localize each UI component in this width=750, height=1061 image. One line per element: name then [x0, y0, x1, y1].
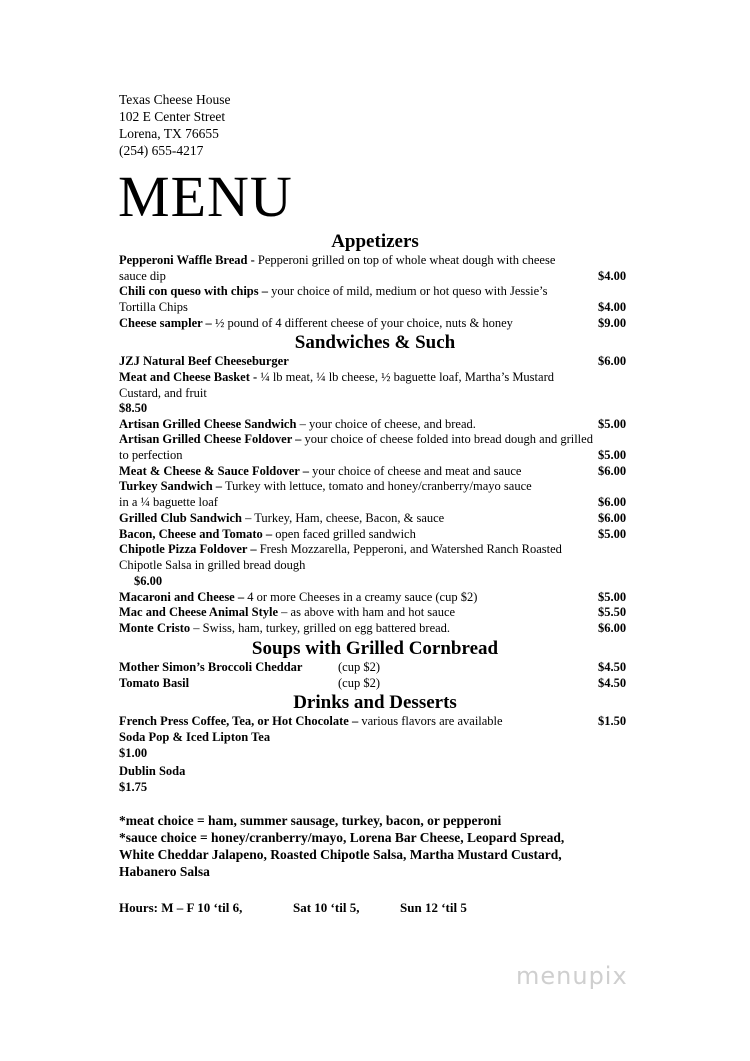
hours-weekday: Hours: M – F 10 ‘til 6,: [119, 900, 243, 915]
item-cup-price: (cup $2): [338, 660, 380, 674]
item-description: open faced grilled sandwich: [272, 527, 416, 541]
item-name: Meat & Cheese & Sauce Foldover –: [119, 464, 310, 478]
item-name: Macaroni and Cheese –: [119, 590, 245, 604]
item-description-cont: to perfection: [119, 448, 183, 462]
item-price: $6.00: [598, 621, 627, 635]
item-name: Mac and Cheese Animal Style: [119, 605, 279, 619]
note-sauce-choice-cont: Habanero Salsa: [119, 864, 210, 879]
item-name: Chili con queso with chips –: [119, 284, 268, 298]
item-description: ¼ lb meat, ¼ lb cheese, ½ baguette loaf, Martha’s Mustard: [257, 370, 554, 384]
item-meat-cheese-basket: [119, 370, 554, 386]
item-name: Meat and Cheese Basket -: [119, 370, 258, 384]
item-price: $8.50: [119, 401, 148, 415]
address-street: 102 E Center Street: [119, 109, 226, 124]
item-cheese-sampler: [119, 316, 513, 332]
item-price: $6.00: [598, 511, 627, 525]
item-artisan-foldover: [119, 432, 593, 448]
item-artisan-grilled-cheese: [119, 417, 476, 433]
item-macaroni-cheese: [119, 590, 477, 606]
item-name: JZJ Natural Beef Cheeseburger: [119, 354, 289, 368]
item-mac-animal-style: [119, 605, 455, 621]
item-name: Mother Simon’s Broccoli Cheddar: [119, 660, 303, 674]
item-name: Cheese sampler –: [119, 316, 212, 330]
item-price: $5.00: [598, 417, 627, 431]
item-description: 4 or more Cheeses in a creamy sauce (cup $2): [244, 590, 478, 604]
item-name: Bacon, Cheese and Tomato –: [119, 527, 273, 541]
item-price: $4.50: [598, 676, 627, 690]
item-description: ½ pound of 4 different cheese of your choice, nuts & honey: [211, 316, 513, 330]
item-price: $6.00: [598, 464, 627, 478]
item-description: various flavors are available: [358, 714, 503, 728]
item-description: your choice of cheese folded into bread dough and grilled: [301, 432, 593, 446]
section-title-soups: Soups with Grilled Cornbread: [251, 638, 499, 659]
item-description: – your choice of cheese, and bread.: [296, 417, 476, 431]
item-description: – Turkey, Ham, cheese, Bacon, & sauce: [241, 511, 445, 525]
item-name: French Press Coffee, Tea, or Hot Chocolate –: [119, 714, 359, 728]
menu-title: MENU: [118, 164, 293, 229]
item-name: Monte Cristo: [119, 621, 191, 635]
item-name: Grilled Club Sandwich: [119, 511, 242, 525]
item-price: $1.00: [119, 746, 148, 760]
section-title-sandwiches: Sandwiches & Such: [294, 332, 456, 353]
item-description: Fresh Mozzarella, Pepperoni, and Watershed Ranch Roasted: [256, 542, 562, 556]
address-city: Lorena, TX 76655: [119, 126, 219, 141]
item-price: $6.00: [598, 495, 627, 509]
item-description: – as above with ham and hot sauce: [278, 605, 456, 619]
item-description: your choice of cheese and meat and sauce: [309, 464, 522, 478]
hours-saturday: Sat 10 ‘til 5,: [293, 900, 360, 915]
item-price: $4.00: [598, 269, 627, 283]
item-description: – Swiss, ham, turkey, grilled on egg battered bread.: [190, 621, 451, 635]
item-price: $4.50: [598, 660, 627, 674]
item-soda-pop: [119, 730, 270, 746]
note-meat-choice: *meat choice = ham, summer sausage, turkey, bacon, or pepperoni: [119, 813, 502, 828]
item-description-cont: Chipotle Salsa in grilled bread dough: [119, 558, 306, 572]
item-name: Dublin Soda: [119, 764, 186, 778]
item-description-cont: Tortilla Chips: [119, 300, 188, 314]
item-price: $5.00: [598, 448, 627, 462]
item-tomato-basil: [119, 676, 189, 692]
item-french-press-coffee: [119, 714, 503, 730]
item-description: your choice of mild, medium or hot queso with Jessie’s: [268, 284, 548, 298]
item-jzj-cheeseburger: [119, 354, 289, 370]
item-chipotle-pizza-foldover: [119, 542, 562, 558]
item-price: $5.00: [598, 527, 627, 541]
item-monte-cristo: [119, 621, 450, 637]
item-name: Pepperoni Waffle Bread -: [119, 253, 255, 267]
item-chili-con-queso: [119, 284, 547, 300]
item-name: Turkey Sandwich –: [119, 479, 223, 493]
item-price: $9.00: [598, 316, 627, 330]
item-price: $1.75: [119, 780, 148, 794]
item-price: $6.00: [598, 354, 627, 368]
restaurant-name: Texas Cheese House: [119, 92, 231, 107]
item-description-cont: sauce dip: [119, 269, 166, 283]
item-description: Turkey with lettuce, tomato and honey/cranberry/mayo sauce: [222, 479, 532, 493]
item-name: Soda Pop & Iced Lipton Tea: [119, 730, 271, 744]
item-price: $1.50: [598, 714, 627, 728]
note-sauce-choice-cont: White Cheddar Jalapeno, Roasted Chipotle Salsa, Martha Mustard Custard,: [119, 847, 562, 862]
item-broccoli-cheddar: [119, 660, 302, 676]
item-name: Artisan Grilled Cheese Sandwich: [119, 417, 297, 431]
item-price: $4.00: [598, 300, 627, 314]
menupix-watermark: menupix: [516, 962, 628, 990]
item-pepperoni-waffle-bread: [119, 253, 555, 269]
item-turkey-sandwich: [119, 479, 532, 495]
item-description-cont: in a ¼ baguette loaf: [119, 495, 218, 509]
note-sauce-choice: *sauce choice = honey/cranberry/mayo, Lorena Bar Cheese, Leopard Spread,: [119, 830, 565, 845]
item-price: $5.50: [598, 605, 627, 619]
item-grilled-club: [119, 511, 444, 527]
item-cup-price: (cup $2): [338, 676, 380, 690]
hours-sunday: Sun 12 ‘til 5: [400, 900, 467, 915]
item-name: Artisan Grilled Cheese Foldover –: [119, 432, 302, 446]
item-name: Tomato Basil: [119, 676, 190, 690]
item-description: Pepperoni grilled on top of whole wheat dough with cheese: [254, 253, 556, 267]
section-title-drinks: Drinks and Desserts: [293, 692, 457, 713]
item-meat-cheese-sauce-foldover: [119, 464, 521, 480]
item-price: $5.00: [598, 590, 627, 604]
item-price: $6.00: [134, 574, 163, 588]
phone-number: (254) 655-4217: [119, 143, 204, 158]
item-description-cont: Custard, and fruit: [119, 386, 207, 400]
item-name: Chipotle Pizza Foldover –: [119, 542, 257, 556]
item-dublin-soda: [119, 764, 185, 780]
section-title-appetizers: Appetizers: [331, 231, 419, 252]
item-bacon-cheese-tomato: [119, 527, 416, 543]
